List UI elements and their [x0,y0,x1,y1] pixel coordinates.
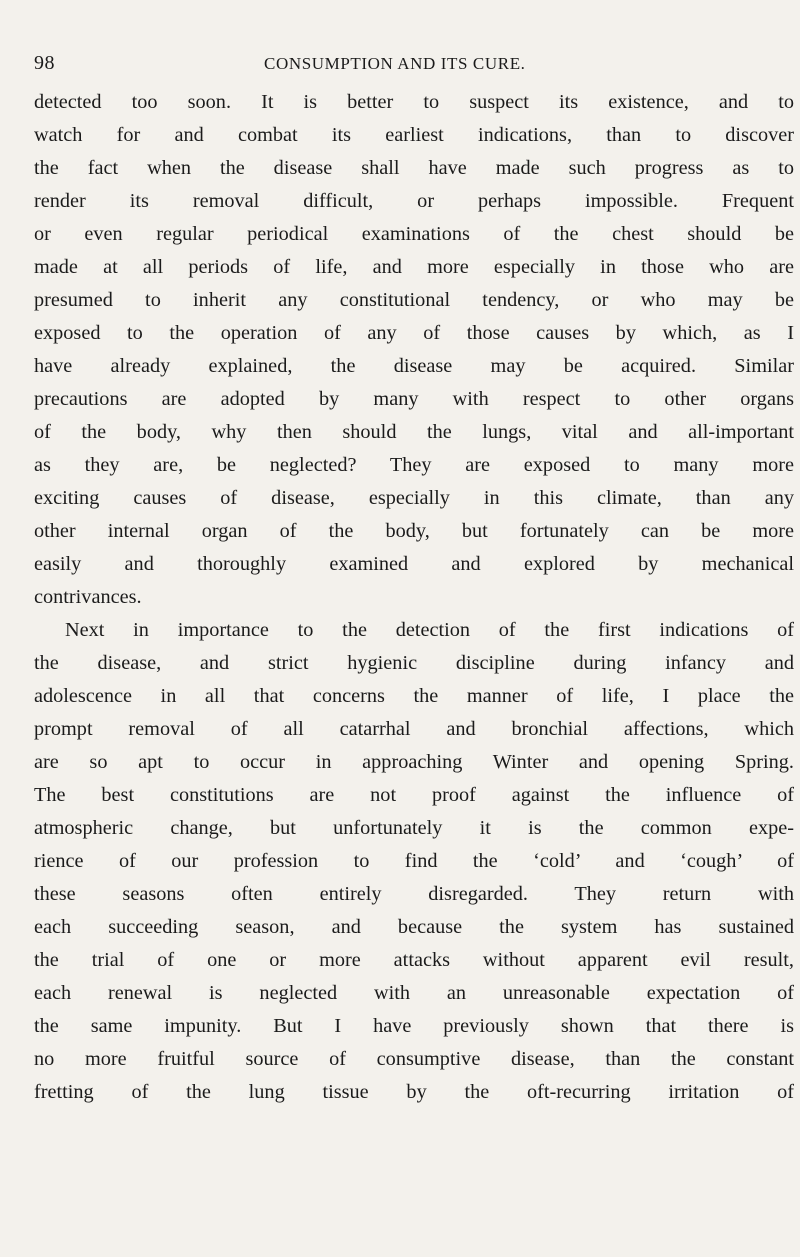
text-line: fretting of the lung tissue by the oft-recurring irritation of [34,1081,794,1103]
text-line: of the body, why then should the lungs, vital and all-important [34,421,794,443]
text-line: other internal organ of the body, but fortunately can be more [34,520,794,542]
text-line: render its removal difficult, or perhaps impossible. Frequent [34,190,794,212]
body-text [34,86,794,1109]
text-line: made at all periods of life, and more especially in those who are [34,256,794,278]
text-line: each succeeding season, and because the system has sustained [34,916,794,938]
text-line: exciting causes of disease, especially in this climate, than any [34,487,794,509]
text-line: are so apt to occur in approaching Winter and opening Spring. [34,751,794,773]
text-line: watch for and combat its earliest indications, than to discover [34,124,794,146]
running-title: CONSUMPTION AND ITS CURE. [264,54,526,73]
text-line: easily and thoroughly examined and explored by mechanical [34,553,794,575]
text-line: have already explained, the disease may be acquired. Similar [34,355,794,377]
text-line: atmospheric change, but unfortunately it is the common expe- [34,817,794,839]
text-line: detected too soon. It is better to suspect its existence, and to [34,91,794,113]
text-line: as they are, be neglected? They are exposed to many more [34,454,794,476]
text-line: presumed to inherit any constitutional tendency, or who may be [34,289,794,311]
text-line-paragraph-end: contrivances. [34,586,142,608]
text-line: adolescence in all that concerns the manner of life, I place the [34,685,794,707]
text-line: these seasons often entirely disregarded. They return with [34,883,794,905]
text-line: prompt removal of all catarrhal and bronchial affections, which [34,718,794,740]
text-line-paragraph-start: Next in importance to the detection of the first indications of [65,619,794,641]
text-line: The best constitutions are not proof against the influence of [34,784,794,806]
text-line: the disease, and strict hygienic discipline during infancy and [34,652,794,674]
text-line: the trial of one or more attacks without apparent evil result, [34,949,794,971]
text-line: no more fruitful source of consumptive disease, than the constant [34,1048,794,1070]
text-line: the fact when the disease shall have made such progress as to [34,157,794,179]
text-line: rience of our profession to find the ‘cold’ and ‘cough’ of [34,850,794,872]
running-head [34,52,766,78]
text-line: the same impunity. But I have previously shown that there is [34,1015,794,1037]
text-line: exposed to the operation of any of those causes by which, as I [34,322,794,344]
text-line: precautions are adopted by many with respect to other organs [34,388,794,410]
text-line: or even regular periodical examinations of the chest should be [34,223,794,245]
text-line: each renewal is neglected with an unreasonable expectation of [34,982,794,1004]
page-number: 98 [34,52,55,74]
